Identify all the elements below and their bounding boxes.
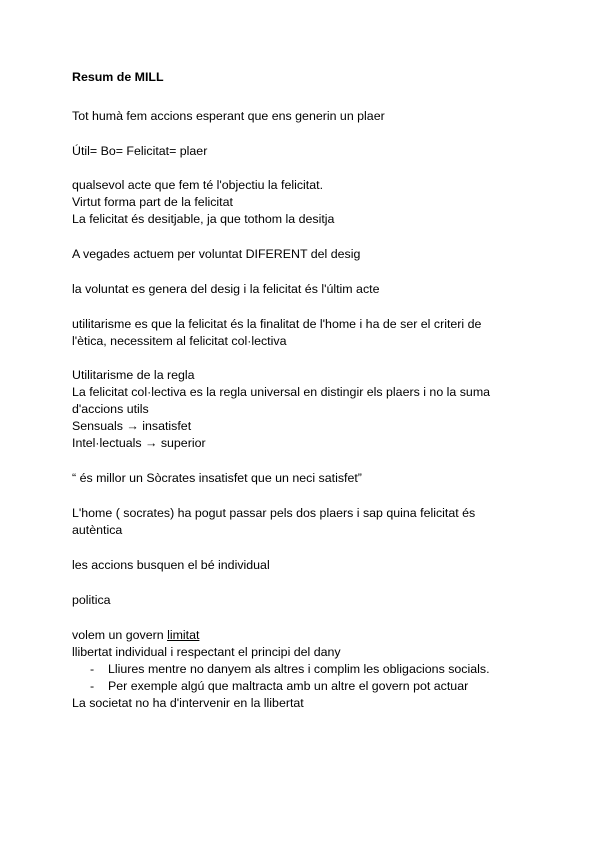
paragraph-line: autèntica xyxy=(72,523,123,537)
paragraph-line: la voluntat es genera del desig i la felicitat és l'últim acte xyxy=(72,282,380,296)
paragraph-line: A vegades actuem per voluntat DIFERENT del desig xyxy=(72,247,361,261)
paragraph-line: Intel·lectuals → superior xyxy=(72,436,206,450)
paragraph-line: Utilitarisme de la regla xyxy=(72,368,195,382)
paragraph-line: d'accions utils xyxy=(72,402,149,416)
paragraph-line: qualsevol acte que fem té l'objectiu la felicitat. xyxy=(72,178,324,192)
paragraph-line: utilitarisme es que la felicitat és la finalitat de l'home i ha de ser el criteri de xyxy=(72,317,482,331)
paragraph-line: Sensuals → insatisfet xyxy=(72,419,192,433)
section-heading: politica xyxy=(72,593,111,607)
paragraph-line: La felicitat és desitjable, ja que tothom la desitja xyxy=(72,212,335,226)
bullet-item: Lliures mentre no danyem als altres i complim les obligacions socials. xyxy=(108,662,490,676)
text-span: volem un govern xyxy=(72,628,168,642)
underlined-word: limitat xyxy=(167,628,200,642)
paragraph-line: les accions busquen el bé individual xyxy=(72,558,270,572)
paragraph-line: Virtut forma part de la felicitat xyxy=(72,195,233,209)
paragraph-line: La felicitat col·lectiva es la regla universal en distingir els plaers i no la suma xyxy=(72,385,491,399)
paragraph-line xyxy=(72,627,199,644)
bullet-dash: - xyxy=(90,662,95,676)
paragraph-line: La societat no ha d'intervenir en la llibertat xyxy=(72,696,304,710)
paragraph-line: L'home ( socrates) ha pogut passar pels dos plaers i sap quina felicitat és xyxy=(72,506,476,520)
document-title: Resum de MILL xyxy=(72,70,164,84)
quote-line: “ és millor un Sòcrates insatisfet que un neci satisfet” xyxy=(72,471,362,485)
paragraph-line: Útil= Bo= Felicitat= plaer xyxy=(72,144,208,158)
paragraph-line: Tot humà fem accions esperant que ens generin un plaer xyxy=(72,109,385,123)
bullet-item: Per exemple algú que maltracta amb un altre el govern pot actuar xyxy=(108,679,469,693)
paragraph-line: llibertat individual i respectant el principi del dany xyxy=(72,645,341,659)
paragraph-line: l'ètica, necessitem al felicitat col·lectiva xyxy=(72,334,287,348)
bullet-dash: - xyxy=(90,679,95,693)
